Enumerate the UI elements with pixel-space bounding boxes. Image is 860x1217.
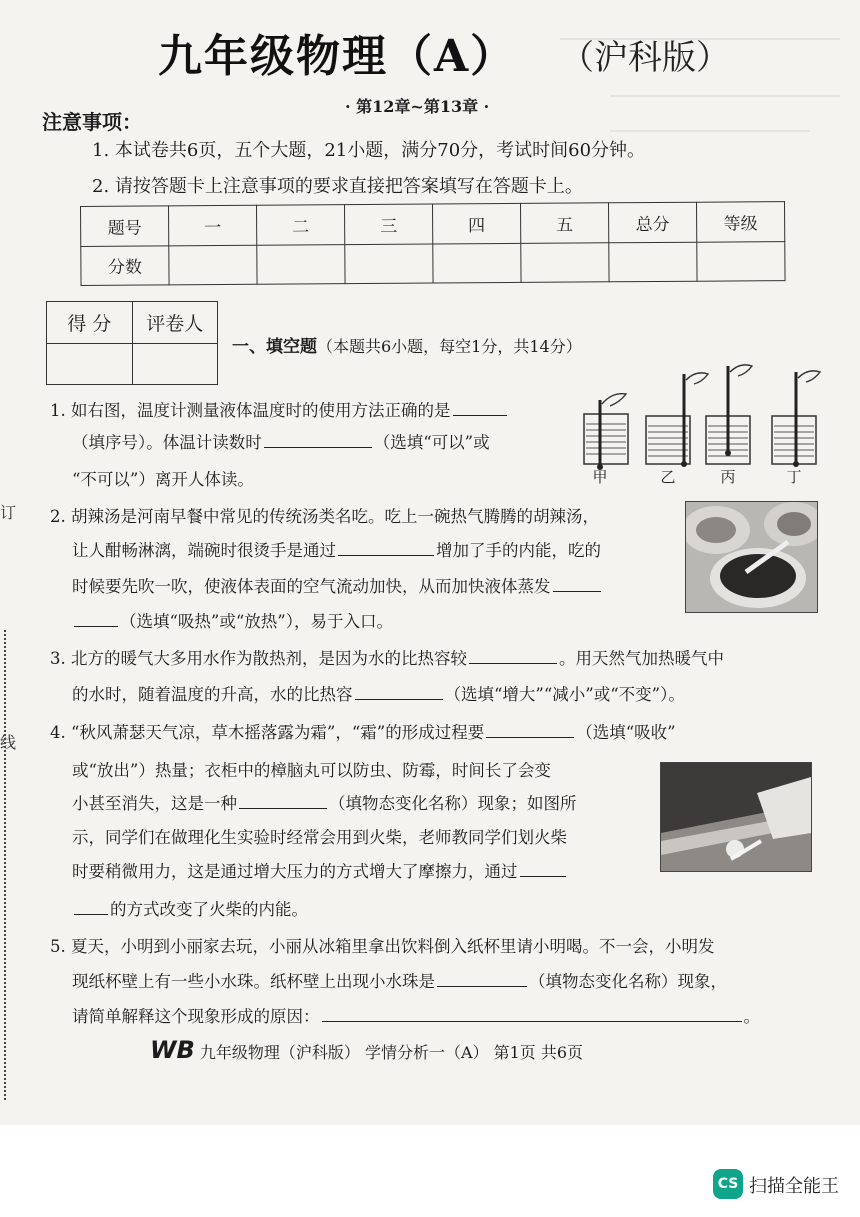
answer-blank — [553, 574, 601, 592]
question-4-line: 4. “秋风萧瑟天气凉，草木摇落露为霜”，“霜”的形成过程要 （选填“吸收” — [50, 714, 676, 751]
table-score-row — [81, 241, 785, 285]
publisher-logo: WB — [150, 1036, 195, 1064]
table-cell: 总分 — [608, 202, 696, 242]
question-3-line: 的水时，随着温度的升高，水的比热容 （选填“增大”“减小”或“不变”）。 — [72, 676, 685, 713]
notice-item: 2. 请按答题卡上注意事项的要求直接把答案填写在答题卡上。 — [92, 176, 583, 197]
question-3-line: 3. 北方的暖气大多用水作为散热剂，是因为水的比热容较 。用天然气加热暖气中 — [50, 640, 724, 677]
section-heading — [232, 332, 582, 357]
question-4-line: 或“放出”）热量；衣柜中的樟脑丸可以防虫、防霉，时间长了会变 — [72, 761, 551, 780]
answer-blank — [437, 969, 527, 987]
notice-heading: 注意事项： — [42, 110, 142, 134]
soup-bowl-image — [686, 502, 818, 613]
answer-blank — [239, 791, 327, 809]
score-summary-table — [80, 201, 786, 286]
footer-text: 九年级物理（沪科版） 学情分析一（A） 第1页 共6页 — [199, 1043, 584, 1062]
answer-blank — [338, 538, 434, 556]
section-note: （本题共6小题，每空1分，共14分） — [317, 337, 582, 356]
answer-blank — [486, 720, 574, 738]
answer-blank — [264, 430, 372, 448]
question-1-line: 1. 如右图，温度计测量液体温度时的使用方法正确的是 — [50, 392, 509, 429]
question-4-line: 时要稍微用力，这是通过增大压力的方式增大了摩擦力，通过 — [72, 853, 568, 890]
answer-blank — [520, 859, 566, 877]
grader-cell — [132, 343, 218, 385]
scanner-logo-icon: CS — [713, 1169, 743, 1199]
chapter-range: · 第12章~第13章 · — [345, 97, 490, 116]
show-through-text — [610, 130, 810, 132]
soup-photo — [685, 501, 818, 613]
scanner-app-name: 扫描全能王 — [749, 1176, 839, 1197]
notice-item: 1. 本试卷共6页，五个大题，21小题，满分70分，考试时间60分钟。 — [92, 140, 646, 161]
table-cell: 分数 — [81, 245, 169, 285]
thermometer-figure — [576, 364, 836, 486]
beaker-yi-icon — [646, 373, 708, 467]
figure-label: 乙 — [660, 468, 676, 486]
score-cell — [345, 244, 433, 284]
table-cell: 等级 — [696, 202, 784, 242]
answer-blank — [453, 398, 507, 416]
score-label: 得 分 — [47, 302, 133, 344]
answer-blank — [74, 609, 118, 627]
question-5-line: 请简单解释这个现象形成的原因： 。 — [72, 998, 760, 1035]
answer-blank — [74, 897, 108, 915]
match-strike-photo — [660, 762, 812, 872]
answer-blank — [355, 682, 443, 700]
question-4-line: 的方式改变了火柴的内能。 — [72, 891, 308, 928]
score-cell — [47, 343, 133, 385]
answer-blank — [322, 1004, 742, 1022]
score-cell — [169, 245, 257, 285]
question-2-line: 2. 胡辣汤是河南早餐中常见的传统汤类名吃。吃上一碗热气腾腾的胡辣汤， — [50, 507, 599, 526]
score-cell — [257, 244, 345, 284]
match-image — [661, 763, 812, 872]
score-cell — [609, 242, 697, 282]
beaker-ding-icon — [772, 371, 820, 467]
question-5-line: 现纸杯壁上有一些小水珠。纸杯壁上出现小水珠是 （填物态变化名称）现象， — [72, 963, 727, 1000]
table-cell: 三 — [344, 204, 432, 244]
score-cell — [697, 241, 785, 281]
binding-line — [4, 630, 7, 1100]
question-1-line: （填序号）。体温计读数时 （选填“可以”或 — [72, 424, 490, 461]
binding-mark: 订 — [0, 503, 17, 522]
section-title: 一、填空题 — [232, 337, 317, 357]
figure-label: 丙 — [720, 468, 736, 486]
beaker-bing-icon — [706, 365, 752, 464]
question-4-line: 示，同学们在做理化生实验时经常会用到火柴，老师教同学们划火柴 — [72, 828, 567, 847]
score-cell — [521, 242, 609, 282]
score-cell — [433, 243, 521, 283]
grader-label: 评卷人 — [132, 302, 218, 344]
answer-blank — [469, 646, 557, 664]
question-4-line: 小甚至消失，这是一种 （填物态变化名称）现象；如图所 — [72, 785, 577, 822]
binding-mark: 线 — [0, 733, 17, 752]
table-cell: 题号 — [81, 206, 169, 246]
figure-label: 甲 — [592, 468, 608, 486]
beaker-jia-icon — [584, 394, 628, 470]
question-1-line: “不可以”）离开人体读。 — [72, 470, 254, 489]
edition-label: （沪科版） — [560, 38, 730, 78]
question-2-line: 时候要先吹一吹，使液体表面的空气流动加快，从而加快液体蒸发 — [72, 568, 603, 605]
show-through-text — [610, 95, 840, 97]
table-cell: 四 — [432, 203, 520, 243]
grader-box — [46, 301, 218, 385]
table-header-row — [81, 202, 785, 246]
table-cell: 五 — [520, 203, 608, 243]
figure-label: 丁 — [786, 468, 802, 486]
question-5-line: 5. 夏天，小明到小丽家去玩，小丽从冰箱里拿出饮料倒入纸杯里请小明喝。不一会，小明发 — [50, 937, 715, 956]
exam-title: 九年级物理（A） — [158, 31, 517, 82]
question-2-line: （选填“吸热”或“放热”），易于入口。 — [72, 603, 393, 640]
table-cell: 一 — [169, 205, 257, 245]
question-2-line: 让人酣畅淋漓，端碗时很烫手是通过 增加了手的内能，吃的 — [72, 532, 601, 569]
page-footer — [150, 1036, 583, 1064]
table-cell: 二 — [256, 205, 344, 245]
